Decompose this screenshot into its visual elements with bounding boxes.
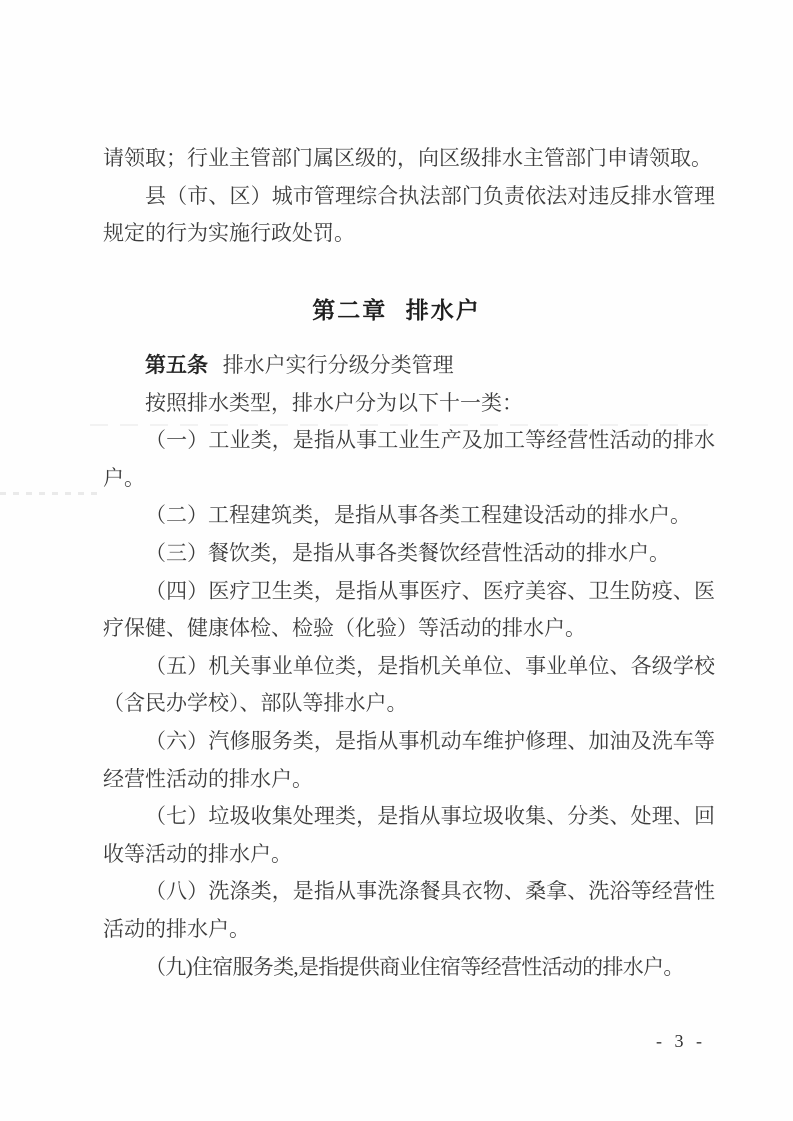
category-item: （六）汽修服务类，是指从事机动车维护修理、加油及洗车等经营性活动的排水户。 <box>103 728 715 791</box>
page-number: - 3 - <box>656 1031 706 1051</box>
category-item: （八）洗涤类，是指从事洗涤餐具衣物、桑拿、洗浴等经营性活动的排水户。 <box>103 879 715 941</box>
article-section <box>103 347 715 986</box>
leading-paragraphs <box>103 140 715 253</box>
article-heading <box>103 347 715 385</box>
category-item: （九)住宿服务类,是指提供商业住宿等经营性活动的排水户。 <box>145 954 684 979</box>
category-item: （二）工程建筑类，是指从事各类工程建设活动的排水户。 <box>145 503 691 528</box>
chapter-number: 第二章 <box>312 297 388 323</box>
article-title: 排水户实行分级分类管理 <box>222 353 454 377</box>
category-item: （三）餐饮类，是指从事各类餐饮经营性活动的排水户。 <box>145 540 670 565</box>
article-intro: 按照排水类型，排水户分为以下十一类： <box>145 390 523 415</box>
category-item: （一）工业类，是指从事工业生产及加工等经营性活动的排水户。 <box>103 428 715 490</box>
chapter-title: 排水户 <box>405 297 481 323</box>
body-paragraph: 县（市、区）城市管理综合执法部门负责依法对违反排水管理规定的行为实施行政处罚。 <box>103 183 715 246</box>
category-item: （四）医疗卫生类，是指从事医疗、医疗美容、卫生防疫、医疗保健、健康体检、检验（化验）等活动的排水户。 <box>103 578 715 641</box>
category-item: （五）机关事业单位类，是指机关单位、事业单位、各级学校（含民办学校）、部队等排水户。 <box>103 653 715 716</box>
category-list <box>103 422 715 986</box>
body-paragraph: 请领取；行业主管部门属区级的，向区级排水主管部门申请领取。 <box>103 146 712 170</box>
article-number: 第五条 <box>145 354 208 377</box>
scan-artifact <box>0 492 100 495</box>
category-item: （七）垃圾收集处理类，是指从事垃圾收集、分类、处理、回收等活动的排水户。 <box>103 804 715 866</box>
chapter-heading <box>0 288 793 332</box>
